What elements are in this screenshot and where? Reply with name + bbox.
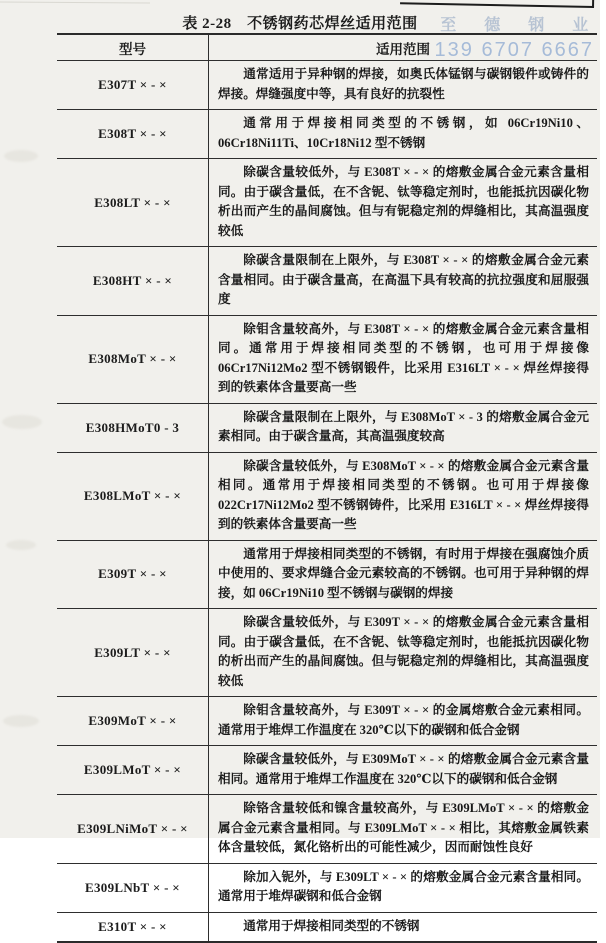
- model-cell: E308MoT × - ×: [57, 315, 209, 403]
- scan-smudge: [2, 415, 42, 429]
- table-row: [57, 452, 597, 540]
- table-title: 表 2-28 不锈钢药芯焊丝适用范围: [182, 16, 418, 32]
- table-row: [57, 912, 597, 942]
- model-cell: E309MoT × - ×: [57, 697, 209, 746]
- range-cell: 通常用于焊接相同类型的不锈钢，如 06Cr19Ni10、06Cr18Ni11Ti、10Cr18Ni12 型不锈钢: [209, 110, 598, 159]
- model-cell: E308T × - ×: [57, 110, 209, 159]
- table-row: [57, 697, 597, 746]
- scan-artifact-top-left: [0, 1, 150, 3]
- model-cell: E309T × - ×: [57, 540, 209, 609]
- scan-smudge: [4, 150, 38, 162]
- table-row: [57, 795, 597, 864]
- column-header-model: 型号: [57, 34, 209, 61]
- scan-smudge: [6, 540, 36, 550]
- watermark-company-name: 至 德 钢 业: [440, 17, 601, 34]
- scan-smudge: [3, 715, 39, 727]
- range-cell: 除碳含量限制在上限外，与 E308MoT × - 3 的熔敷金属合金元素相同。由于碳含量高，其高温强度较高: [209, 403, 598, 452]
- range-cell: 除钼含量较高外，与 E308T × - × 的熔敷金属合金元素含量相同。通常用于焊接相同类型的不锈钢，也可用于焊接像 06Cr17Ni12Mo2 型不锈钢锻件，比采用 E316LT × - × 焊丝焊接得到的铁素体含量要高一些: [209, 315, 598, 403]
- range-cell: 除碳含量较低外，与 E309T × - × 的熔敷金属合金元素含量相同。由于碳含量低，在不含铌、钛等稳定剂时，也能抵抗因碳化物的析出而产生的晶间腐蚀。但与铌稳定剂的焊缝相比，其高温强度较低: [209, 609, 598, 697]
- model-cell: E309LNbT × - ×: [57, 863, 209, 912]
- range-cell: 除碳含量较低外，与 E308T × - × 的熔敷金属合金元素含量相同。由于碳含量低，在不含铌、钛等稳定剂时，也能抵抗因碳化物析出而产生的晶间腐蚀。但与有铌稳定剂的焊缝相比，其高温强度较低: [209, 159, 598, 247]
- model-cell: E307T × - ×: [57, 61, 209, 110]
- watermark-phone-number: 139 6707 6667: [434, 39, 594, 61]
- range-cell: 通常适用于异种钢的焊接，如奥氏体锰钢与碳钢锻件或铸件的焊接。焊缝强度中等，具有良好的抗裂性: [209, 61, 598, 110]
- range-cell: 除碳含量限制在上限外，与 E308T × - × 的熔敷金属合金元素含量相同。由于碳含量高，在高温下具有较高的抗拉强度和屈服强度: [209, 247, 598, 316]
- table-row: [57, 609, 597, 697]
- range-cell: 除钼含量较高外，与 E309T × - × 的金属熔敷合金元素相同。通常用于堆焊工作温度在 320℃以下的碳钢和低合金钢: [209, 697, 598, 746]
- range-cell: 除碳含量较低外，与 E309MoT × - × 的熔敷金属合金元素含量相同。通常用于堆焊工作温度在 320℃以下的碳钢和低合金钢: [209, 746, 598, 795]
- range-cell: 除加入铌外，与 E309LT × - × 的熔敷金属合金元素含量相同。通常用于堆焊碳钢和低合金钢: [209, 863, 598, 912]
- model-cell: E309LT × - ×: [57, 609, 209, 697]
- model-cell: E308HT × - ×: [57, 247, 209, 316]
- table-row: [57, 540, 597, 609]
- model-cell: E309LMoT × - ×: [57, 746, 209, 795]
- table-row: [57, 247, 597, 316]
- scan-artifact-top-right: [400, 0, 594, 8]
- spec-table: [57, 33, 597, 943]
- table-row: [57, 159, 597, 247]
- model-cell: E308LT × - ×: [57, 159, 209, 247]
- table-row: [57, 61, 597, 110]
- column-header-range: 适用范围: [209, 34, 598, 61]
- table-row: [57, 863, 597, 912]
- range-cell: 除碳含量较低外，与 E308MoT × - × 的熔敷金属合金元素含量相同。通常用于焊接相同类型的不锈钢。也可用于焊接像 022Cr17Ni12Mo2 型不锈钢铸件，比采用 E316LT × - × 焊丝焊接得到的铁素体含量要高一些: [209, 452, 598, 540]
- table-row: [57, 110, 597, 159]
- spec-table-body: [57, 61, 597, 943]
- model-cell: E308LMoT × - ×: [57, 452, 209, 540]
- range-cell: 除铬含量较低和镍含量较高外，与 E309LMoT × - × 的熔敷金属合金元素含量相同。与 E309LMoT × - × 相比，其熔敷金属铁素体含量较低，氮化铬析出的可能性减少，因而耐蚀性良好: [209, 795, 598, 864]
- model-cell: E308HMoT0 - 3: [57, 403, 209, 452]
- model-cell: E309LNiMoT × - ×: [57, 795, 209, 864]
- range-cell: 通常用于焊接相同类型的不锈钢，有时用于焊接在强腐蚀介质中使用的、要求焊缝合金元素较高的不锈钢。也可用于异种钢的焊接，如 06Cr19Ni10 型不锈钢与碳钢的焊接: [209, 540, 598, 609]
- model-cell: E310T × - ×: [57, 912, 209, 942]
- table-row: [57, 746, 597, 795]
- header-row: [57, 34, 597, 61]
- table-row: [57, 315, 597, 403]
- table-row: [57, 403, 597, 452]
- range-cell: 通常用于焊接相同类型的不锈钢: [209, 912, 598, 942]
